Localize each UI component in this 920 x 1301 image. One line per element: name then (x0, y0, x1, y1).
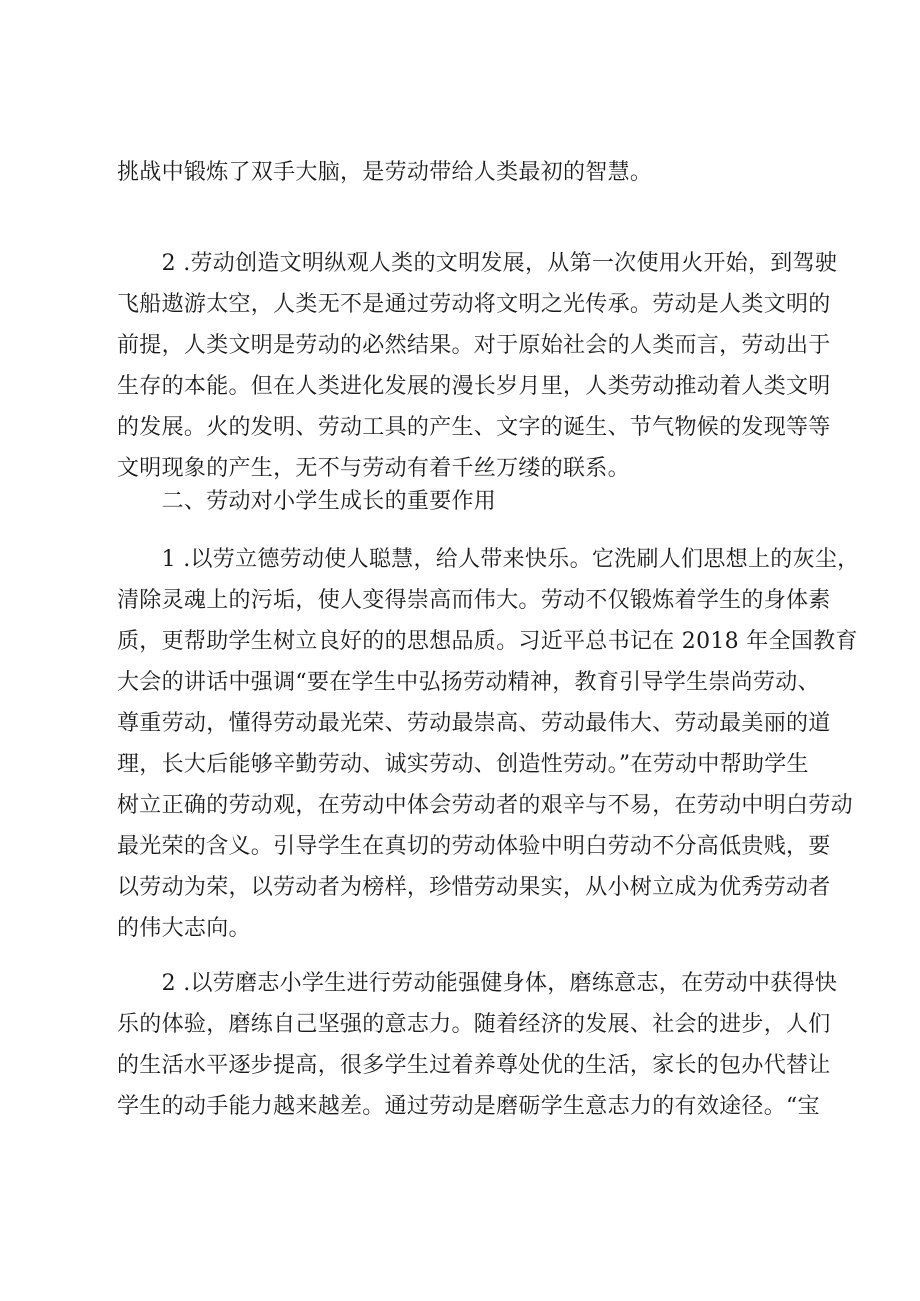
paragraph-labor-willpower (117, 963, 838, 1127)
paragraph-continuation (117, 152, 811, 193)
paragraph-line: 以劳动为荣，以劳动者为榜样，珍惜劳动果实，从小树立成为优秀劳动者 (117, 875, 831, 900)
paragraph-line: 2 .以劳磨志小学生进行劳动能强健身体，磨练意志，在劳动中获得快 (117, 971, 838, 996)
paragraph-line: 乐的体验，磨练自己坚强的意志力。随着经济的发展、社会的进步，人们 (117, 1012, 831, 1037)
paragraph-line: 最光荣的含义。引导学生在真切的劳动体验中明白劳动不分高低贵贱，要 (117, 834, 831, 859)
paragraph-line: 的发展。火的发明、劳动工具的产生、文字的诞生、节气物候的发现等等 (117, 415, 831, 440)
paragraph-line: 挑战中锻炼了双手大脑，是劳动带给人类最初的智慧。 (117, 160, 653, 185)
paragraph-line: 前提，人类文明是劳动的必然结果。对于原始社会的人类而言，劳动出于 (117, 333, 831, 358)
paragraph-line: 2 .劳动创造文明纵观人类的文明发展，从第一次使用火开始，到驾驶 (117, 251, 838, 276)
section-heading (117, 481, 811, 522)
paragraph-line: 理，长大后能够辛勤劳动、诚实劳动、创造性劳动。”在劳动中帮助学生 (117, 752, 809, 777)
paragraph-line: 1 .以劳立德劳动使人聪慧，给人带来快乐。它洗刷人们思想上的灰尘， (117, 547, 860, 572)
paragraph-line: 质，更帮助学生树立良好的的思想品质。习近平总书记在 2018 年全国教育 (117, 629, 858, 654)
paragraph-line: 学生的动手能力越来越差。通过劳动是磨砺学生意志力的有效途径。“宝 (117, 1094, 820, 1119)
paragraph-line: 的伟大志向。 (117, 916, 251, 941)
paragraph-line: 的生活水平逐步提高，很多学生过着养尊处优的生活，家长的包办代替让 (117, 1053, 831, 1078)
paragraph-line: 飞船遨游太空，人类无不是通过劳动将文明之光传承。劳动是人类文明的 (117, 292, 831, 317)
paragraph-labor-creates-civilization (117, 243, 838, 489)
paragraph-line: 文明现象的产生，无不与劳动有着千丝万缕的联系。 (117, 456, 630, 481)
paragraph-line: 树立正确的劳动观，在劳动中体会劳动者的艰辛与不易，在劳动中明白劳动 (117, 793, 853, 818)
paragraph-line: 大会的讲话中强调“要在学生中弘扬劳动精神，教育引导学生崇尚劳动、 (117, 670, 820, 695)
paragraph-line: 清除灵魂上的污垢，使人变得崇高而伟大。劳动不仅锻炼着学生的身体素 (117, 588, 831, 613)
paragraph-labor-morality (117, 539, 860, 949)
section-heading-text: 二、劳动对小学生成长的重要作用 (117, 489, 497, 514)
paragraph-line: 尊重劳动，懂得劳动最光荣、劳动最崇高、劳动最伟大、劳动最美丽的道 (117, 711, 831, 736)
paragraph-line: 生存的本能。但在人类进化发展的漫长岁月里，人类劳动推动着人类文明 (117, 374, 831, 399)
